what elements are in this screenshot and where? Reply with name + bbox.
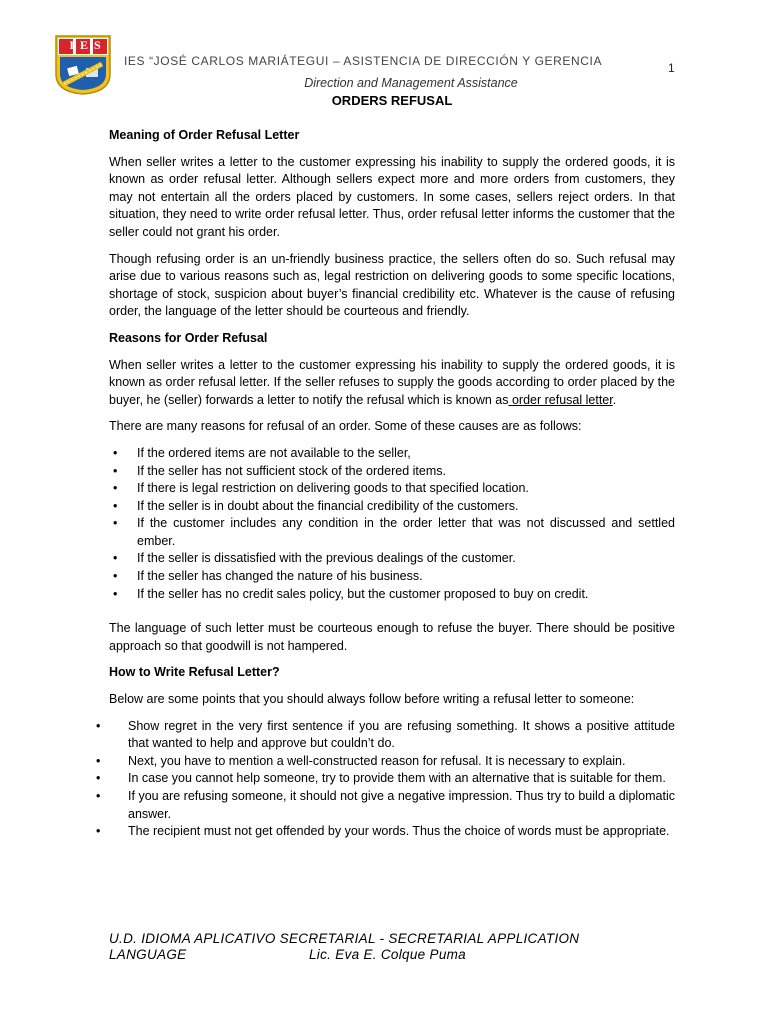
reasons-paragraph-1-text: When seller writes a letter to the customer expressing his inability to supply the ordered goods, it is known as order refusal letter. If the seller refuses to supply the goods according to order placed by the buyer, he (seller) forwards a letter to notify the refusal which is known as: [109, 357, 675, 407]
list-item: • If the seller has changed the nature of his business.: [109, 568, 675, 586]
bullet-icon: •: [113, 481, 118, 496]
footer-line-2: [109, 947, 669, 963]
reasons-paragraph-3: The language of such letter must be courteous enough to refuse the buyer. There should be positive approach so that goodwill is not hampered.: [109, 621, 675, 653]
meaning-paragraph-2: Though refusing order is an un-friendly business practice, the sellers often do so. Such refusal may arise due to various reasons such as, legal restriction on delivering goods to some specific locations, shortage of stock, suspicion about buyer’s financial credibility etc. Whatever is the cause of refusing order, the language of the letter should be courteous and friendly.: [109, 251, 675, 319]
footer-line-1: U.D. IDIOMA APLICATIVO SECRETARIAL - SECRETARIAL APPLICATION: [109, 931, 580, 946]
list-item: • If the seller has not sufficient stock of the ordered items.: [109, 463, 675, 481]
reasons-paragraph-2: There are many reasons for refusal of an order. Some of these causes are as follows:: [109, 419, 582, 434]
order-refusal-letter-link[interactable]: order refusal letter: [508, 392, 613, 407]
bullet-icon: •: [96, 824, 101, 839]
document-subtitle: Direction and Management Assistance: [304, 76, 518, 90]
how-paragraph-1: Below are some points that you should always follow before writing a refusal letter to someone:: [109, 692, 635, 707]
bullet-icon: •: [113, 498, 118, 513]
list-item: • If the ordered items are not available to the seller,: [109, 445, 675, 463]
list-item: • Show regret in the very first sentence if you are refusing something. It shows a positive attitude that wanted to help and approve but couldn’t do.: [96, 718, 675, 751]
meaning-heading: Meaning of Order Refusal Letter: [109, 128, 300, 142]
list-item: • If the seller is dissatisfied with the previous dealings of the customer.: [109, 550, 675, 568]
footer-language: LANGUAGE: [109, 946, 187, 962]
bullet-icon: •: [96, 789, 101, 803]
how-list: [96, 718, 675, 841]
bullet-icon: •: [113, 445, 118, 460]
list-item: • If the customer includes any condition in the order letter that was not discussed and settled ember.: [113, 516, 675, 548]
meaning-paragraph-1: When seller writes a letter to the customer expressing his inability to supply the ordered goods, it is known as order refusal letter. Although sellers expect more and more orders from customers, they may not entertain all the orders placed by customers. In some cases, sellers reject orders. In that situation, they need to write order refusal letter. Thus, order refusal letter informs the customer that the seller could not grant his order.: [109, 154, 675, 239]
reasons-list: [109, 445, 675, 603]
page-footer: [109, 931, 669, 962]
bullet-icon: •: [96, 771, 101, 786]
logo-text: IES: [69, 38, 107, 52]
page-number: 1: [668, 61, 675, 75]
list-item: • The recipient must not get offended by your words. Thus the choice of words must be appropriate.: [100, 823, 675, 841]
how-heading: How to Write Refusal Letter?: [109, 665, 280, 680]
reasons-paragraph-1: [109, 357, 675, 410]
document-body: [96, 127, 675, 849]
bullet-icon: •: [113, 586, 118, 601]
list-item: • In case you cannot help someone, try to provide them with an alternative that is suitable for them.: [100, 770, 675, 788]
list-item: • Next, you have to mention a well-constructed reason for refusal. It is necessary to explain.: [100, 753, 675, 771]
list-item: • If you are refusing someone, it should not give a negative impression. Thus try to build a diplomatic answer.: [96, 789, 675, 821]
reasons-paragraph-1-end: .: [612, 392, 617, 407]
bullet-icon: •: [113, 551, 118, 566]
footer-author: Lic. Eva E. Colque Puma: [309, 946, 466, 962]
list-item: • If there is legal restriction on delivering goods to that specified location.: [109, 480, 675, 498]
bullet-icon: •: [96, 753, 101, 768]
bullet-icon: •: [113, 516, 118, 531]
list-item: • If the seller has no credit sales policy, but the customer proposed to buy on credit.: [109, 586, 675, 604]
institution-name: IES “JOSÉ CARLOS MARIÁTEGUI – ASISTENCIA DE DIRECCIÓN Y GERENCIA: [124, 54, 603, 68]
list-item: • If the seller is in doubt about the financial credibility of the customers.: [109, 498, 675, 516]
bullet-icon: •: [113, 569, 118, 584]
reasons-heading: Reasons for Order Refusal: [109, 330, 268, 345]
bullet-icon: •: [113, 463, 118, 478]
document-title: ORDERS REFUSAL: [331, 93, 453, 108]
bullet-icon: •: [96, 718, 101, 733]
